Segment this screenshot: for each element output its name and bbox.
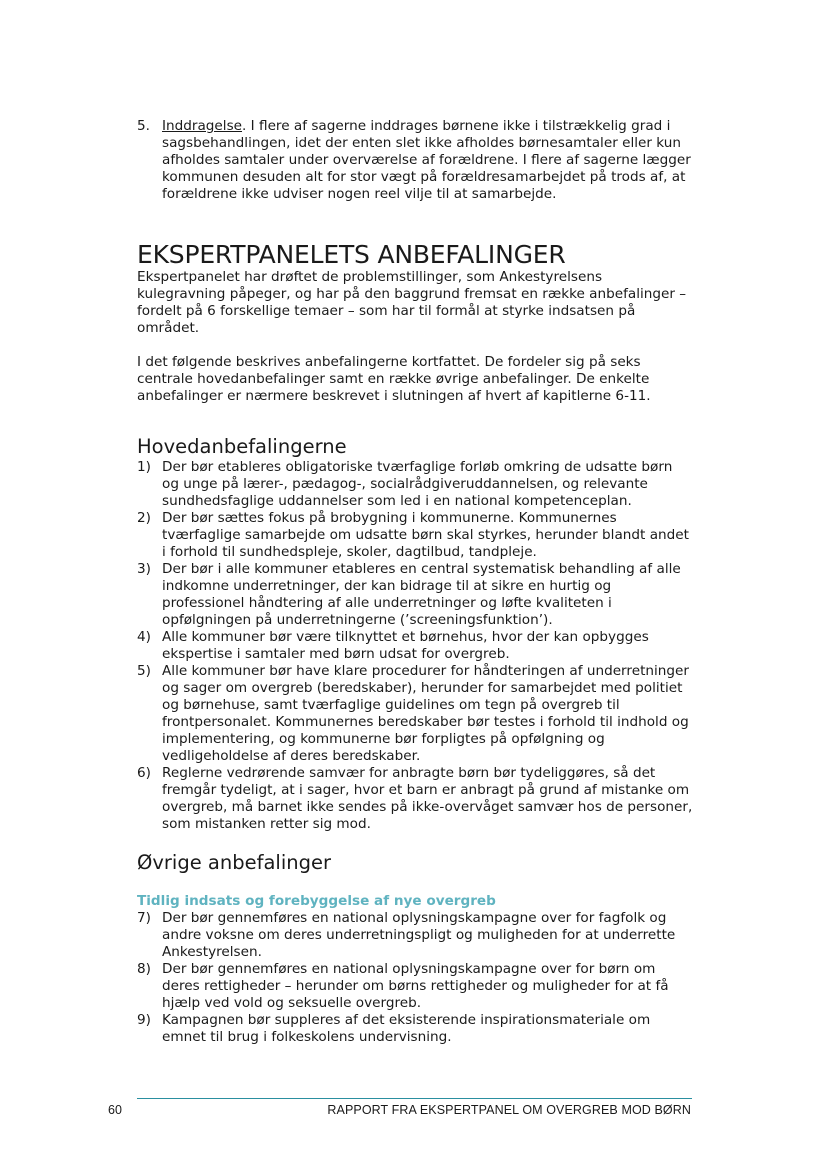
list-item-number: 5) xyxy=(137,663,151,679)
page-content xyxy=(137,118,693,1046)
list-item-number: 7) xyxy=(137,910,151,926)
subsection-heading: Tidlig indsats og forebyggelse af nye overgreb xyxy=(137,893,496,909)
main-recommendations-list xyxy=(137,459,693,833)
list-item-text: Kampagnen bør suppleres af det eksisterende inspirationsmateriale om emnet til brug i folkeskolens undervisning. xyxy=(162,1012,651,1045)
list-item xyxy=(137,1012,693,1046)
other-recommendations-list xyxy=(137,910,693,1046)
list-item-number: 3) xyxy=(137,561,151,577)
list-item-text: Reglerne vedrørende samvær for anbragte børn bør tydeliggøres, så det fremgår tydeligt, at i sager, hvor et barn er anbragt på grund af mistanke om overgreb, må barnet ikke sendes på ikke-overvåget samvær hos de personer, som mistanken retter sig mod. xyxy=(162,765,693,832)
intro-item-term: Inddragelse xyxy=(162,118,243,134)
intro-item-number: 5. xyxy=(137,118,150,134)
list-item-text: Alle kommuner bør være tilknyttet et børnehus, hvor der kan opbygges ekspertise i samtaler med børn udsat for overgreb. xyxy=(162,629,649,662)
list-item-text: Der bør etableres obligatoriske tværfaglige forløb omkring de udsatte børn og unge på lærer-, pædagog-, socialrådgiveruddannelsen, og relevante sundhedsfaglige uddannelser som led i en national kompetenceplan. xyxy=(162,459,673,509)
list-item-text: Der bør i alle kommuner etableres en central systematisk behandling af alle indkomne underretninger, der kan bidrage til at sikre en hurtig og professionel håndtering af alle underretninger og løfte kvaliteten i opfølgningen på underretningerne (’screeningsfunktion’). xyxy=(162,561,681,628)
list-item xyxy=(137,629,693,663)
section-paragraph-2: I det følgende beskrives anbefalingerne kortfattet. De fordeler sig på seks centrale hovedanbefalinger samt en række øvrige anbefalinger. De enkelte anbefalinger er nærmere beskrevet i slutningen af hvert af kapitlerne 6-11. xyxy=(137,354,651,404)
list-item xyxy=(137,961,693,1012)
list-item xyxy=(137,510,693,561)
list-item-number: 6) xyxy=(137,765,151,781)
main-recommendations-heading: Hovedanbefalingerne xyxy=(137,435,347,458)
section-paragraph-1: Ekspertpanelet har drøftet de problemstillinger, som Ankestyrelsens kulegravning påpeger, og har på den baggrund fremsat en række anbefalinger – fordelt på 6 forskellige temaer – som har til formål at styrke indsatsen på området. xyxy=(137,269,687,336)
list-item xyxy=(137,663,693,765)
intro-list-item xyxy=(137,118,693,203)
list-item-text: Der bør sættes fokus på brobygning i kommunerne. Kommunernes tværfaglige samarbejde om udsatte børn skal styrkes, herunder blandt andet i forhold til sundhedspleje, skoler, dagtilbud, tandpleje. xyxy=(162,510,689,560)
list-item xyxy=(137,765,693,833)
list-item xyxy=(137,459,693,510)
list-item-number: 2) xyxy=(137,510,151,526)
page-number: 60 xyxy=(108,1103,122,1117)
list-item-number: 8) xyxy=(137,961,151,977)
intro-item-text: . I flere af sagerne inddrages børnene ikke i tilstrækkelig grad i sagsbehandlingen, idet der enten slet ikke afholdes børnesamtaler eller kun afholdes samtaler under overværelse af forældrene. I flere af sagerne lægger kommunen desuden alt for stor vægt på forældresamarbejdet på trods af, at forældrene ikke udviser nogen reel vilje til at samarbejde. xyxy=(162,118,691,202)
section-title: EKSPERTPANELETS ANBEFALINGER xyxy=(137,240,566,269)
report-title: RAPPORT FRA EKSPERTPANEL OM OVERGREB MOD BØRN xyxy=(327,1103,691,1117)
list-item-number: 1) xyxy=(137,459,151,475)
list-item-text: Der bør gennemføres en national oplysningskampagne over for fagfolk og andre voksne om deres underretningspligt og muligheden for at underrette Ankestyrelsen. xyxy=(162,910,676,960)
list-item-text: Alle kommuner bør have klare procedurer for håndteringen af underretninger og sager om overgreb (beredskaber), herunder for samarbejdet med politiet og børnehuse, samt tværfaglige guidelines om tegn på overgreb til frontpersonalet. Kommunernes beredskaber bør testes i forhold til indhold og implementering, og kommunerne bør forpligtes på opfølgning og vedligeholdelse af deres beredskaber. xyxy=(162,663,689,764)
other-recommendations-heading: Øvrige anbefalinger xyxy=(137,851,331,874)
list-item xyxy=(137,561,693,629)
list-item-number: 4) xyxy=(137,629,151,645)
list-item xyxy=(137,910,693,961)
footer-divider xyxy=(137,1098,692,1099)
list-item-text: Der bør gennemføres en national oplysningskampagne over for børn om deres rettigheder – herunder om børns rettigheder og muligheder for at få hjælp ved vold og seksuelle overgreb. xyxy=(162,961,669,1011)
list-item-number: 9) xyxy=(137,1012,151,1028)
